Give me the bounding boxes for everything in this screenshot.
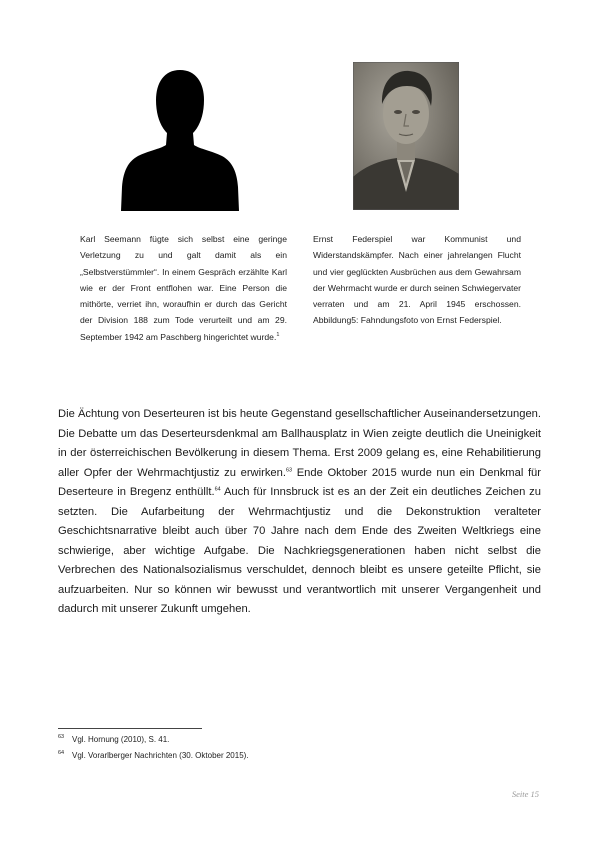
page-number: Seite 15: [511, 789, 539, 799]
footnote-marker[interactable]: 1: [276, 331, 280, 338]
caption-text: Karl Seemann fügte sich selbst eine geringe Verletzung zu und galt damit als ein „Selbstverstümmler“. In einem Gespräch erzählte Karl wie er der Front entflohen war. Eine Person die mithörte, verriet ihn, woraufhin er durch das Gericht der Division 188 zum Tode verurteilt und am 29. September 1942 am Paschberg hingerichtet wurde.: [80, 234, 287, 342]
footnote-ref-64[interactable]: 64: [214, 486, 221, 493]
caption-karl-seemann: [80, 231, 287, 345]
person-silhouette: [118, 67, 242, 211]
paragraph-text: Auch für Innsbruck ist es an der Zeit ein deutliches Zeichen zu setzten. Die Aufarbeitung der Wehrmachtjustiz und die Dekonstruktion veralteter Geschichtsnarrative bleibt auch über 70 Jahre nach dem Ende des Zweiten Weltkriegs eine schwierige, aber wichtige Aufgabe. Die Nachkriegsgenerationen haben nicht selbst die Verbrechen des Nationalsozialismus verschuldet, dennoch bleibt es unsere geteilte Pflicht, sie aufzuarbeiten. Nur so können wir bewusst und verantwortlich mit unserer Vergangenheit und dadurch mit unserer Zukunft umgehen.: [58, 486, 541, 615]
footnote: $^{63}$ Vgl. Hornung (2010), S. 41.: [58, 734, 170, 744]
paragraph-text: Ende Oktober 2015 wurde nun ein Denkmal für Deserteure in Bregenz enthüllt.: [58, 466, 541, 498]
footnote: $^{64}$ Vgl. Vorarlberger Nachrichten (30. Oktober 2015).: [58, 750, 249, 760]
paragraph-text: Die Ächtung von Deserteuren ist bis heute Gegenstand gesellschaftlicher Auseinandersetzungen. Die Debatte um das Deserteursdenkmal am Ballhausplatz in Wien zeigte deutlich die Uneinigkeit in der österreichischen Bevölkerung in diesem Thema. Erst 2009 gelang es, eine Rehabilitierung aller Opfer der Wehrmachtjustiz zu erwirken.: [58, 408, 541, 479]
footnote-text: Vgl. Hornung (2010), S. 41.: [72, 735, 170, 744]
footnote-text: Vgl. Vorarlberger Nachrichten (30. Oktober 2015).: [72, 751, 249, 760]
footnote-divider: [58, 728, 202, 729]
caption-ernst-federspiel: [313, 231, 521, 329]
main-paragraph: [58, 405, 541, 620]
caption-text: Ernst Federspiel war Kommunist und Widerstandskämpfer. Nach einer jahrelangen Flucht und vier geglückten Ausbrüchen aus dem Gewahrsam der Wehrmacht wurde er durch seinen Schwiegervater verraten und am 21. April 1945 erschossen. Abbildung5: Fahndungsfoto von Ernst Federspiel.: [313, 234, 521, 326]
footnote-ref-63[interactable]: 63: [285, 466, 293, 473]
footnotes: [58, 732, 538, 764]
portrait-photo: [353, 62, 459, 210]
